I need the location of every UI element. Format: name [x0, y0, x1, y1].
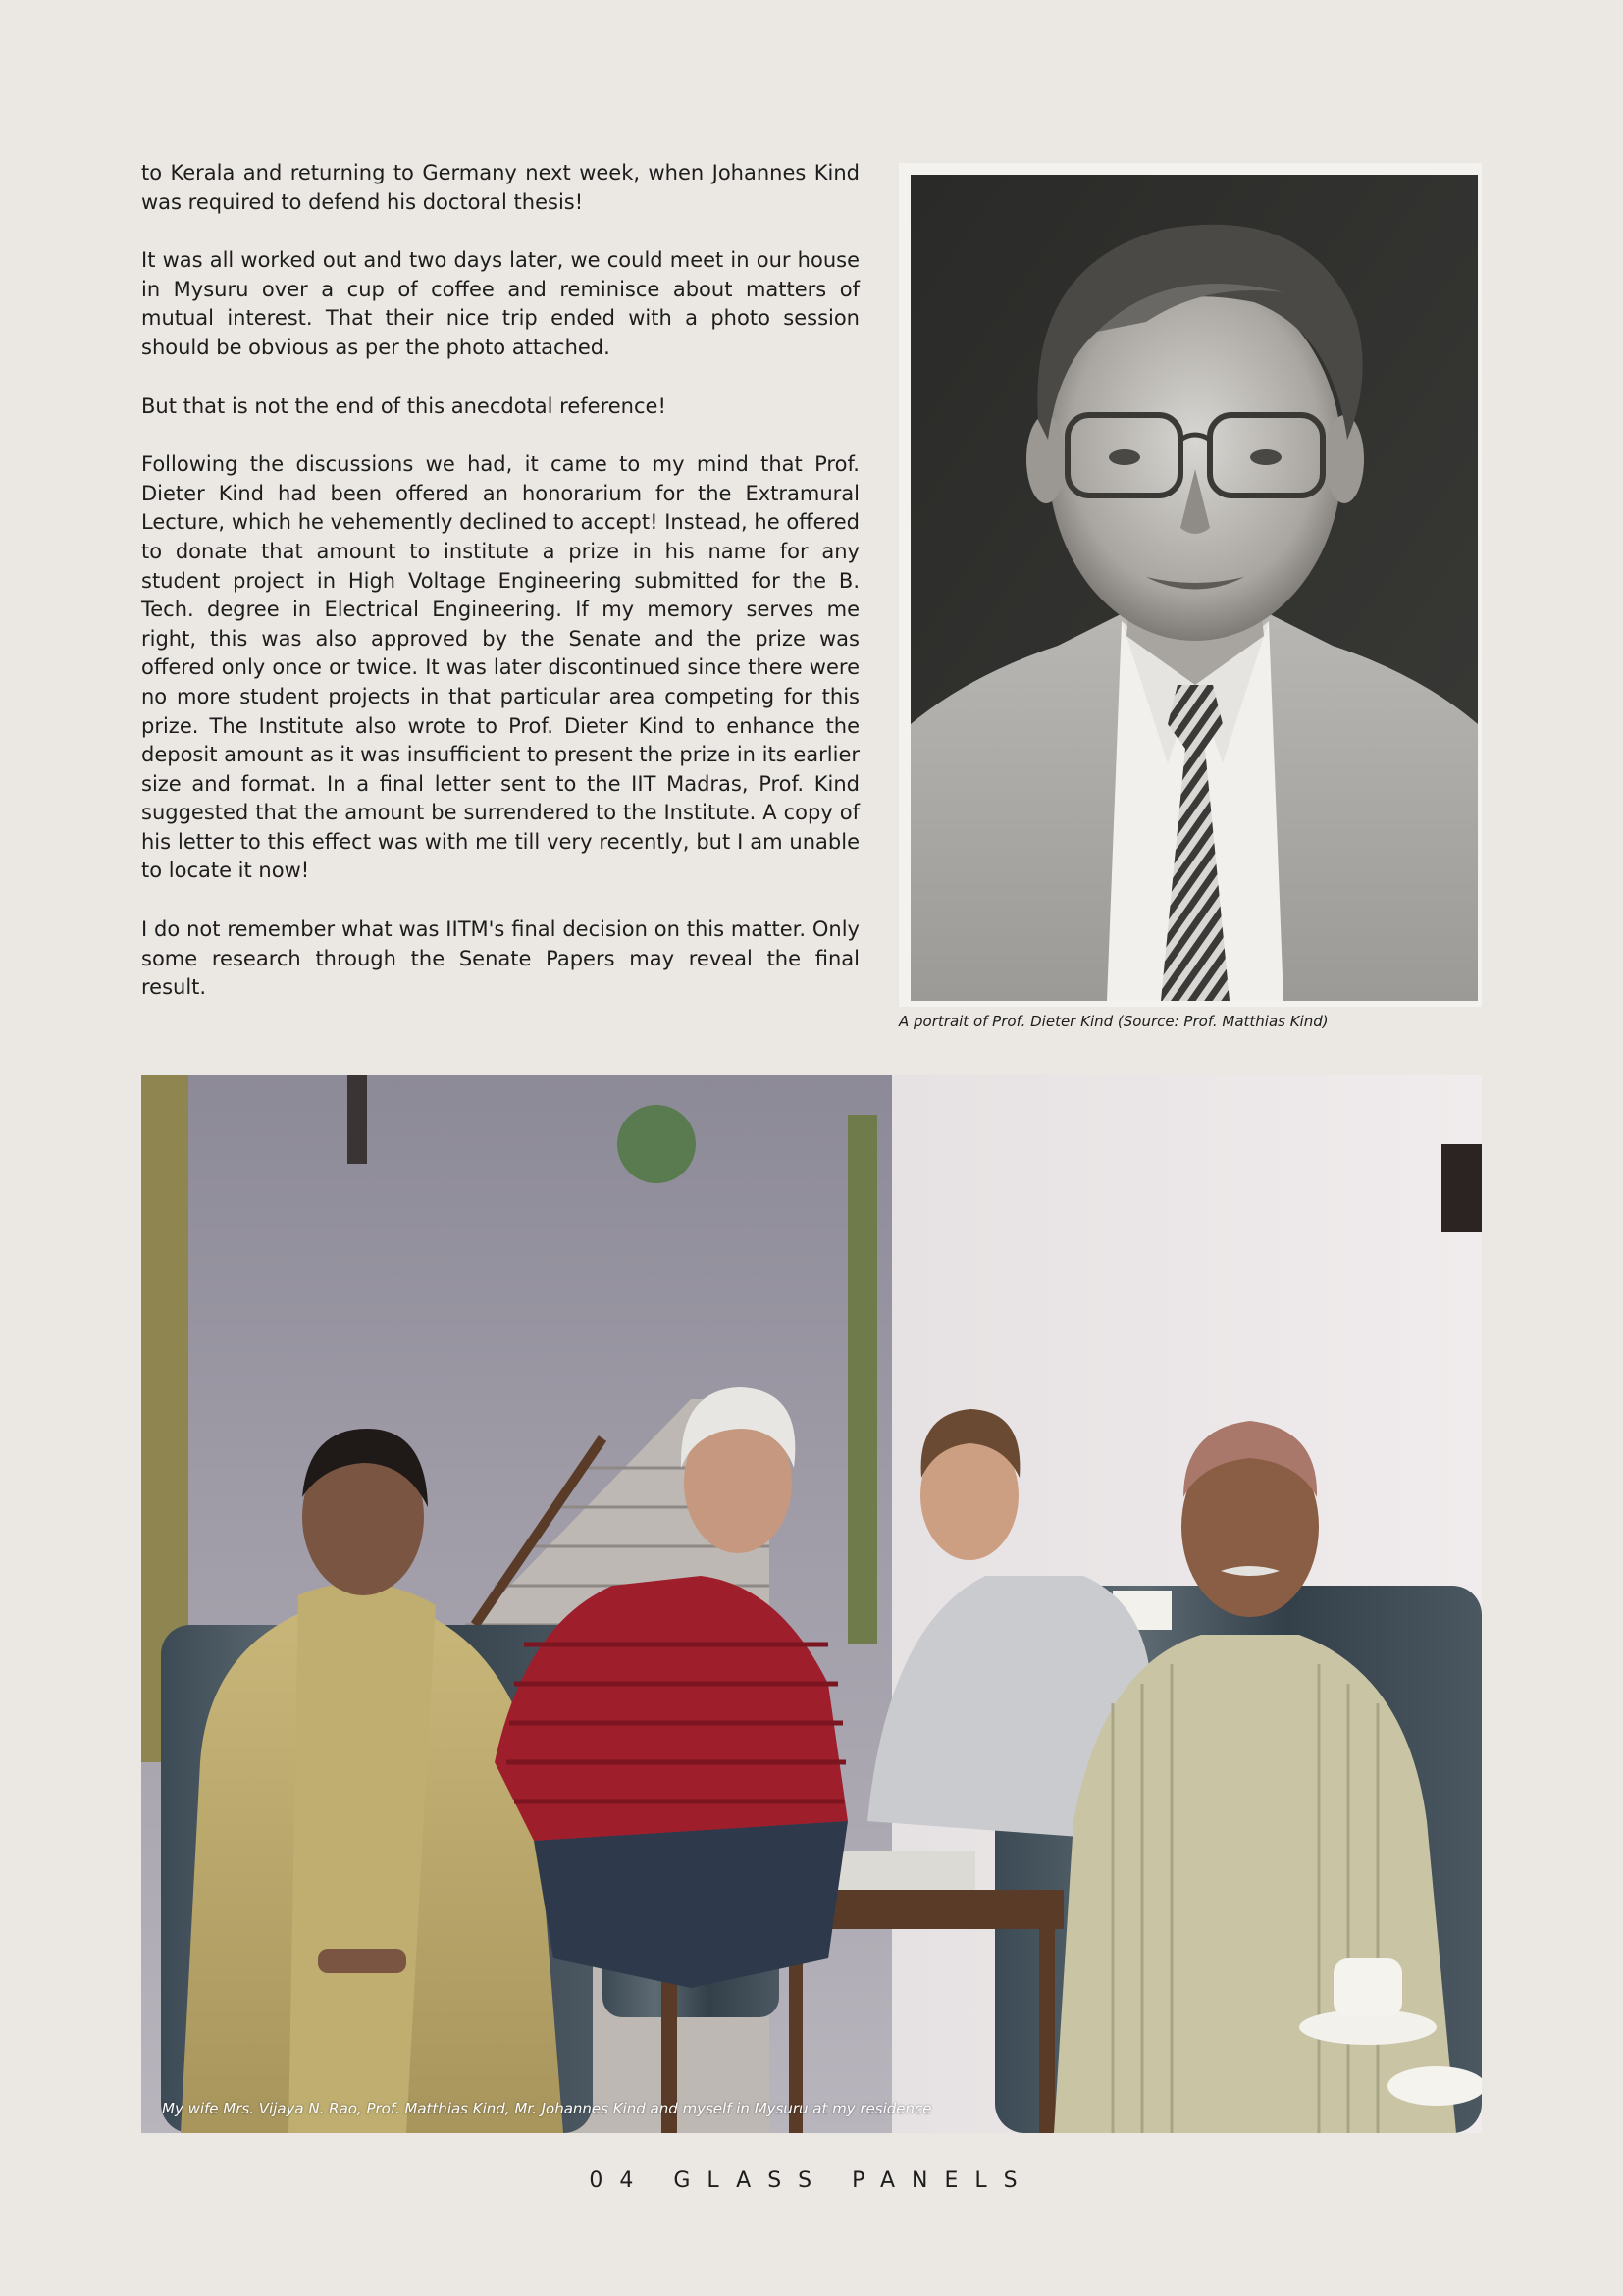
paragraph-5: I do not remember what was IITM's final decision on this matter. Only some research through the Senate Papers may reveal the final result. [141, 917, 860, 1000]
group-photo-image [141, 1075, 1482, 2133]
paragraph-4: Following the discussions we had, it came to my mind that Prof. Dieter Kind had been offered an honorarium for the Extramural Lecture, which he vehemently declined to accept! Instead, he offered to donate that amount to institute a prize in his name for any student project in High Voltage Engineering submitted for the B. Tech. degree in Electrical Engineering. If my memory serves me right, this was also approved by the Senate and the prize was offered only once or twice. It was later discontinued since there were no more student projects in that particular area competing for this prize. The Institute also wrote to Prof. Dieter Kind to enhance the deposit amount as it was insufficient to present the prize in its earlier size and format. In a final letter sent to the IIT Madras, Prof. Kind suggested that the amount be surrendered to the Institute. A copy of his letter to this effect was with me till very recently, but I am unable to locate it now! [141, 452, 860, 883]
portrait-photo [899, 163, 1482, 1007]
group-photo-caption: My wife Mrs. Vijaya N. Rao, Prof. Matthias Kind, Mr. Johannes Kind and myself in Mysuru at my residence [162, 2100, 932, 2117]
page-footer: 04 GLASS PANELS [589, 2168, 1034, 2193]
portrait-caption: A portrait of Prof. Dieter Kind (Source: Prof. Matthias Kind) [899, 1013, 1329, 1030]
group-photo [141, 1075, 1482, 2133]
portrait-image [911, 175, 1478, 1001]
paragraph-3: But that is not the end of this anecdotal reference! [141, 393, 666, 418]
paragraph-2: It was all worked out and two days later, we could meet in our house in Mysuru over a cup of coffee and reminisce about matters of mutual interest. That their nice trip ended with a photo session should be obvious as per the photo attached. [141, 248, 860, 359]
article-text [141, 159, 860, 1032]
paragraph-1: to Kerala and returning to Germany next week, when Johannes Kind was required to defend his doctoral thesis! [141, 161, 860, 214]
